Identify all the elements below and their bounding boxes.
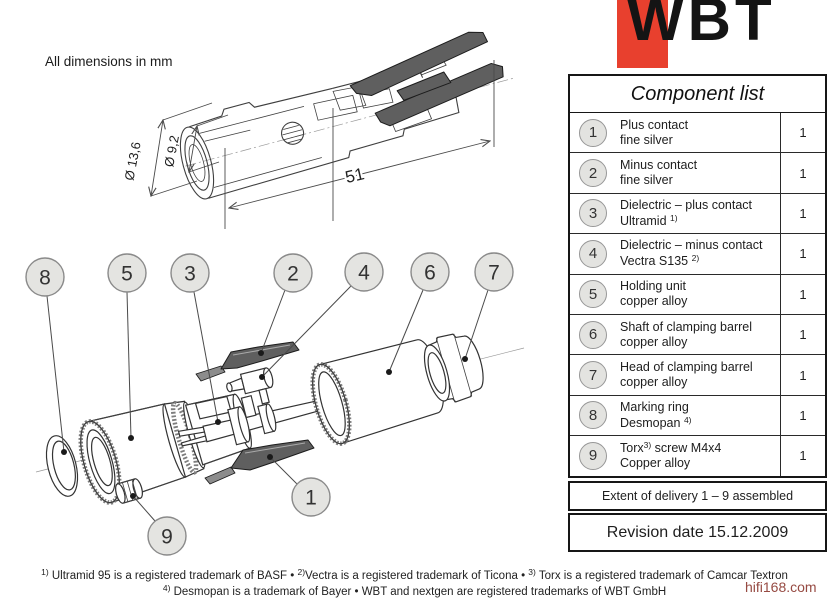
balloon-6 <box>411 253 449 291</box>
svg-text:7: 7 <box>488 261 500 285</box>
revision-date: Revision date 15.12.2009 <box>568 513 827 552</box>
item-qty: 1 <box>780 113 825 152</box>
svg-text:51: 51 <box>343 164 367 188</box>
item-qty: 1 <box>780 315 825 354</box>
item-material: Vectra S135 <box>620 254 689 269</box>
item-name: Marking ring <box>620 399 689 414</box>
balloon-2 <box>274 254 312 292</box>
component-list-title: Component list <box>570 76 825 113</box>
row-balloon: 1 <box>579 119 607 147</box>
balloon-8 <box>26 258 64 296</box>
item-material: Desmopan <box>620 415 681 430</box>
item-material: fine silver <box>620 132 673 147</box>
table-row: 3 Dielectric – plus contact Ultramid $^{1)}$ 1 <box>570 194 825 234</box>
extent-of-delivery: Extent of delivery 1 – 9 assembled <box>568 481 827 511</box>
item-qty: 1 <box>780 194 825 233</box>
svg-text:1: 1 <box>305 486 317 510</box>
item-qty: 1 <box>780 153 825 192</box>
item-material: copper alloy <box>620 375 688 390</box>
item-name: Holding unit <box>620 279 687 294</box>
row-balloon: 9 <box>579 442 607 470</box>
footnote-line-2: $^{4)}$ Desmopan is a trademark of Bayer • WBT and nextgen are registered trademarks of WBT GmbH <box>162 583 667 598</box>
item-qty: 1 <box>780 275 825 314</box>
row-balloon: 8 <box>579 401 607 429</box>
balloon-1 <box>292 478 330 516</box>
item-material: Copper alloy <box>620 456 691 471</box>
table-row <box>570 355 825 395</box>
row-balloon: 5 <box>579 280 607 308</box>
row-balloon: 6 <box>579 321 607 349</box>
item-qty: 1 <box>780 396 825 435</box>
table-row <box>570 275 825 315</box>
item-name: Plus contact <box>620 117 689 132</box>
item-name: Shaft of clamping barrel <box>620 319 753 334</box>
row-balloon: 7 <box>579 361 607 389</box>
svg-text:9: 9 <box>161 525 173 549</box>
item-material: copper alloy <box>620 294 688 309</box>
table-row: 4 Dielectric – minus contact Vectra S135 $^{2)}$ 1 <box>570 234 825 274</box>
table-row: 8 Marking ring Desmopan $^{4)}$ 1 <box>570 396 825 436</box>
watermark: hifi168.com <box>745 579 817 595</box>
component-list-table <box>568 74 827 478</box>
item-material: copper alloy <box>620 334 688 349</box>
item-name: Dielectric – plus contact <box>620 197 753 212</box>
balloon-7 <box>475 253 513 291</box>
item-name: Head of clamping barrel <box>620 360 753 375</box>
item-qty: 1 <box>780 355 825 394</box>
balloon-3 <box>171 254 209 292</box>
item-name: Torx <box>620 441 644 456</box>
svg-text:Ø 13,6: Ø 13,6 <box>121 140 144 182</box>
row-balloon: 4 <box>579 240 607 268</box>
part-marking-ring <box>41 433 83 500</box>
exploded-view <box>0 248 565 560</box>
svg-text:3: 3 <box>184 262 196 286</box>
dimensions-note: All dimensions in mm <box>45 54 173 69</box>
item-qty: 1 <box>780 234 825 273</box>
svg-text:8: 8 <box>39 266 51 290</box>
svg-text:6: 6 <box>424 261 436 285</box>
part-holding-unit <box>73 379 259 506</box>
svg-text:4: 4 <box>358 261 370 285</box>
wbt-logo <box>617 0 797 70</box>
item-qty: 1 <box>780 436 825 475</box>
balloon-9 <box>148 517 186 555</box>
footnote-line-1: $^{1)}$ Ultramid 95 is a registered trademark of BASF • $^{2)}$Vectra is a registered trademark of Ticona • $^{3)}$ Torx is a registered trademark of Camcar Textron <box>41 567 788 582</box>
internal-torx-screw <box>279 120 306 147</box>
row-balloon: 3 <box>579 199 607 227</box>
svg-text:2: 2 <box>287 262 299 286</box>
item-material: fine silver <box>620 173 673 188</box>
item-name: Dielectric – minus contact <box>620 238 763 253</box>
balloon-4 <box>345 253 383 291</box>
svg-text:Ø 9,2: Ø 9,2 <box>161 134 182 169</box>
item-material: Ultramid <box>620 213 667 228</box>
row-balloon: 2 <box>579 159 607 187</box>
table-row <box>570 113 825 153</box>
item-name: Minus contact <box>620 158 698 173</box>
cutaway-drawing <box>0 0 560 246</box>
table-row: 9 Torx$^{3)}$ screw M4x4 Copper alloy 1 <box>570 436 825 475</box>
table-row <box>570 153 825 193</box>
balloon-5 <box>108 254 146 292</box>
wbt-logo-text: WBT <box>627 0 776 53</box>
table-row <box>570 315 825 355</box>
svg-text:5: 5 <box>121 262 133 286</box>
